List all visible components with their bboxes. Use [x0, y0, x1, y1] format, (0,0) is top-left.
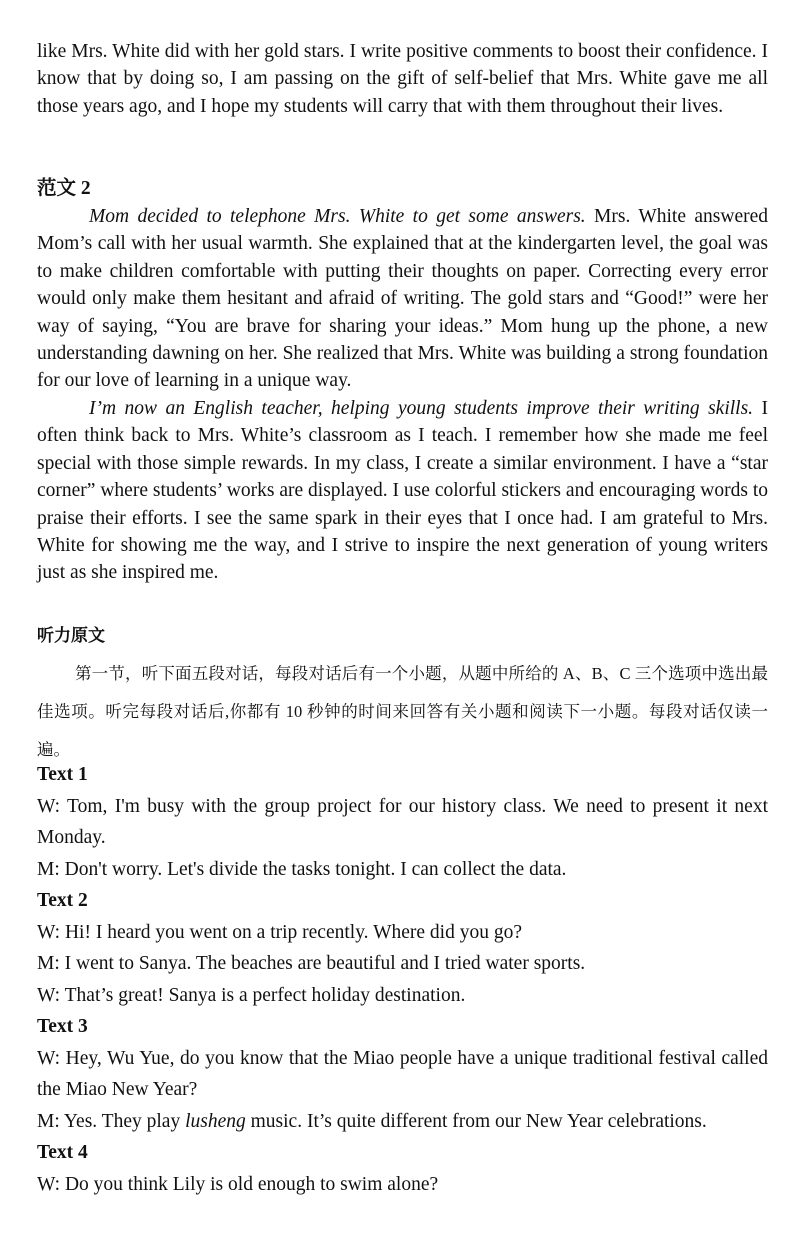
paragraph-opening-sentence: Mom decided to telephone Mrs. White to get some answers.	[89, 206, 586, 227]
dialogue-line	[37, 1106, 768, 1138]
paragraph-body: I often think back to Mrs. White’s classroom as I teach. I remember how she made me feel special with those simple rewards. In my class, I create a similar environment. I have a “star corner” where students’ works are displayed. I use colorful stickers and encouraging words to praise their efforts. I see the same spark in their eyes that I once had. I am grateful to Mrs. White for showing me the way, and I strive to inspire the next generation of young writers just as she inspired me.	[37, 398, 768, 584]
dialogue-text: music. It’s quite different from our New Year celebrations.	[245, 1110, 707, 1132]
dialogue-line: W: Tom, I'm busy with the group project for our history class. We need to present it next Monday.	[37, 795, 768, 848]
dialogue-line: W: Do you think Lily is old enough to swim alone?	[37, 1173, 439, 1195]
listening-script-heading: 听力原文	[37, 626, 105, 645]
text-1-title: Text 1	[37, 764, 88, 785]
sample-essay-paragraph-1	[37, 203, 768, 395]
dialogue-line: M: Don't worry. Let's divide the tasks tonight. I can collect the data.	[37, 858, 567, 880]
text-3-title: Text 3	[37, 1016, 88, 1037]
dialogue-line: W: Hi! I heard you went on a trip recently. Where did you go?	[37, 921, 522, 943]
text-2-title: Text 2	[37, 890, 88, 911]
dialogue-text: M: Yes. They play	[37, 1110, 186, 1132]
sample-essay-heading: 范文 2	[37, 178, 91, 199]
dialogue-italic-term: lusheng	[185, 1110, 246, 1132]
dialogue-line: W: That’s great! Sanya is a perfect holiday destination.	[37, 984, 466, 1006]
paragraph-opening-sentence: I’m now an English teacher, helping young students improve their writing skills.	[89, 398, 754, 419]
paragraph-body: Mrs. White answered Mom’s call with her usual warmth. She explained that at the kindergarten level, the goal was to make children comfortable with putting their thoughts on paper. Correcting every error would only make them hesitant and afraid of writing. The gold stars and “Good!” were her way of saying, “You are brave for sharing your ideas.” Mom hung up the phone, a new understanding dawning on her. She realized that Mrs. White was building a strong foundation for our love of learning in a unique way.	[37, 206, 769, 392]
essay-paragraph-continued: like Mrs. White did with her gold stars. I write positive comments to boost their confidence. I know that by doing so, I am passing on the gift of self-belief that Mrs. White gave me all those years ago, and I hope my students will carry that with them throughout their lives.	[37, 41, 768, 117]
sample-essay-paragraph-2	[37, 395, 768, 587]
text-4-title: Text 4	[37, 1142, 88, 1163]
dialogue-line: M: I went to Sanya. The beaches are beautiful and I tried water sports.	[37, 953, 586, 974]
listening-texts	[37, 759, 768, 1200]
dialogue-line: W: Hey, Wu Yue, do you know that the Miao people have a unique traditional festival called the Miao New Year?	[37, 1047, 768, 1100]
listening-instructions: 第一节，听下面五段对话，每段对话后有一个小题，从题中所给的 A、B、C 三个选项中选出最佳选项。听完每段对话后,你都有 10 秒钟的时间来回答有关小题和阅读下一小题。每段对话仅读一遍。	[37, 664, 768, 759]
